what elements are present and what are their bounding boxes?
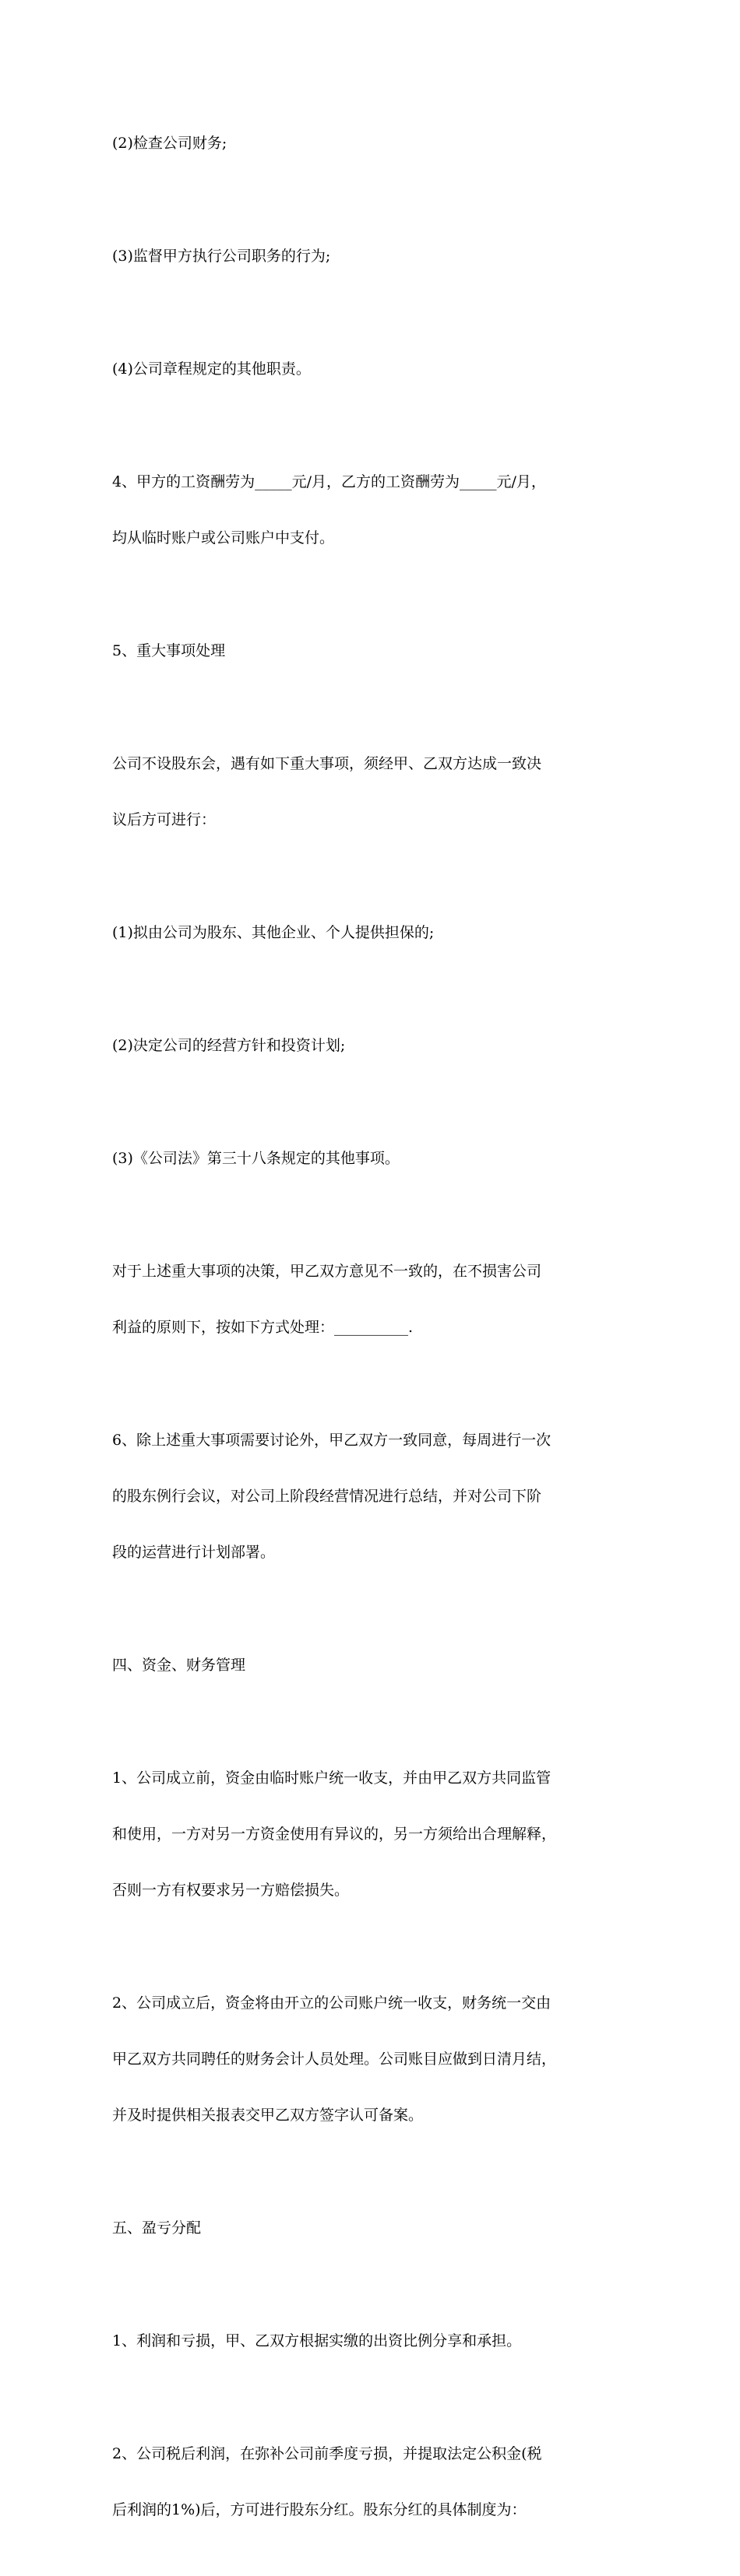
text-line: 4、甲方的工资酬劳为_____元/月，乙方的工资酬劳为_____元/月， xyxy=(112,473,546,490)
text-line: 2、公司税后利润，在弥补公司前季度亏损，并提取法定公积金(税 xyxy=(112,2445,542,2462)
paragraph-after-establishment xyxy=(112,1956,630,2162)
text-line: 甲乙双方共同聘任的财务会计人员处理。公司账目应做到日清月结， xyxy=(112,2051,557,2068)
paragraph-profit-sharing xyxy=(112,2294,630,2388)
text-line: (4)公司章程规定的其他职责。 xyxy=(112,360,311,378)
paragraph-dividend xyxy=(112,2407,630,2557)
section-heading-major-matters xyxy=(112,604,630,698)
text-line: 四、资金、财务管理 xyxy=(112,1657,246,1674)
paragraph-supervise-party-a xyxy=(112,209,630,303)
paragraph-no-shareholder-meeting xyxy=(112,717,630,866)
text-line: 公司不设股东会，遇有如下重大事项，须经甲、乙双方达成一致决 xyxy=(112,755,542,772)
text-line: 1、公司成立前，资金由临时账户统一收支，并由甲乙双方共同监管 xyxy=(112,1769,551,1787)
text-line: 议后方可进行： xyxy=(112,811,217,828)
text-line: 2、公司成立后，资金将由开立的公司账户统一收支，财务统一交由 xyxy=(112,1994,551,2012)
text-line: 1、利润和亏损，甲、乙双方根据实缴的出资比例分享和承担。 xyxy=(112,2332,522,2349)
text-line: (2)检查公司财务; xyxy=(112,135,227,152)
text-line: (3)监督甲方执行公司职务的行为; xyxy=(112,248,331,265)
text-line: 并及时提供相关报表交甲乙双方签字认可备案。 xyxy=(112,2107,424,2124)
text-line: (3)《公司法》第三十八条规定的其他事项。 xyxy=(112,1150,400,1167)
paragraph-business-policy xyxy=(112,999,630,1092)
text-line: (2)决定公司的经营方针和投资计划; xyxy=(112,1037,346,1054)
text-line: 的股东例行会议，对公司上阶段经营情况进行总结，并对公司下阶 xyxy=(112,1488,542,1505)
text-line: 均从临时账户或公司账户中支付。 xyxy=(112,529,335,546)
paragraph-inspect-finance xyxy=(112,97,630,190)
text-line: 对于上述重大事项的决策，甲乙双方意见不一致的，在不损害公司 xyxy=(112,1263,542,1280)
text-line: 段的运营进行计划部署。 xyxy=(112,1544,276,1561)
paragraph-other-duties xyxy=(112,322,630,416)
paragraph-guarantee xyxy=(112,886,630,979)
text-line: 后利润的1%)后，方可进行股东分红。股东分红的具体制度为： xyxy=(112,2501,527,2518)
paragraph-disagreement-handling xyxy=(112,1225,630,1374)
text-line: 和使用，一方对另一方资金使用有异议的，另一方须给出合理解释， xyxy=(112,1826,557,1843)
section-heading-profit-loss xyxy=(112,2181,630,2275)
text-line: 5、重大事项处理 xyxy=(112,642,226,659)
text-line: 利益的原则下，按如下方式处理：__________. xyxy=(112,1319,414,1336)
paragraph-company-law-matters xyxy=(112,1112,630,1205)
text-line: (1)拟由公司为股东、其他企业、个人提供担保的; xyxy=(112,924,435,941)
text-line: 否则一方有权要求另一方赔偿损失。 xyxy=(112,1882,350,1899)
paragraph-weekly-meeting xyxy=(112,1393,630,1599)
paragraph-before-establishment xyxy=(112,1731,630,1937)
paragraph-salary xyxy=(112,435,630,585)
text-line: 6、除上述重大事项需要讨论外，甲乙双方一致同意，每周进行一次 xyxy=(112,1432,551,1449)
document-body xyxy=(112,97,630,2576)
text-line: 五、盈亏分配 xyxy=(112,2219,202,2237)
section-heading-finance-management xyxy=(112,1618,630,1712)
